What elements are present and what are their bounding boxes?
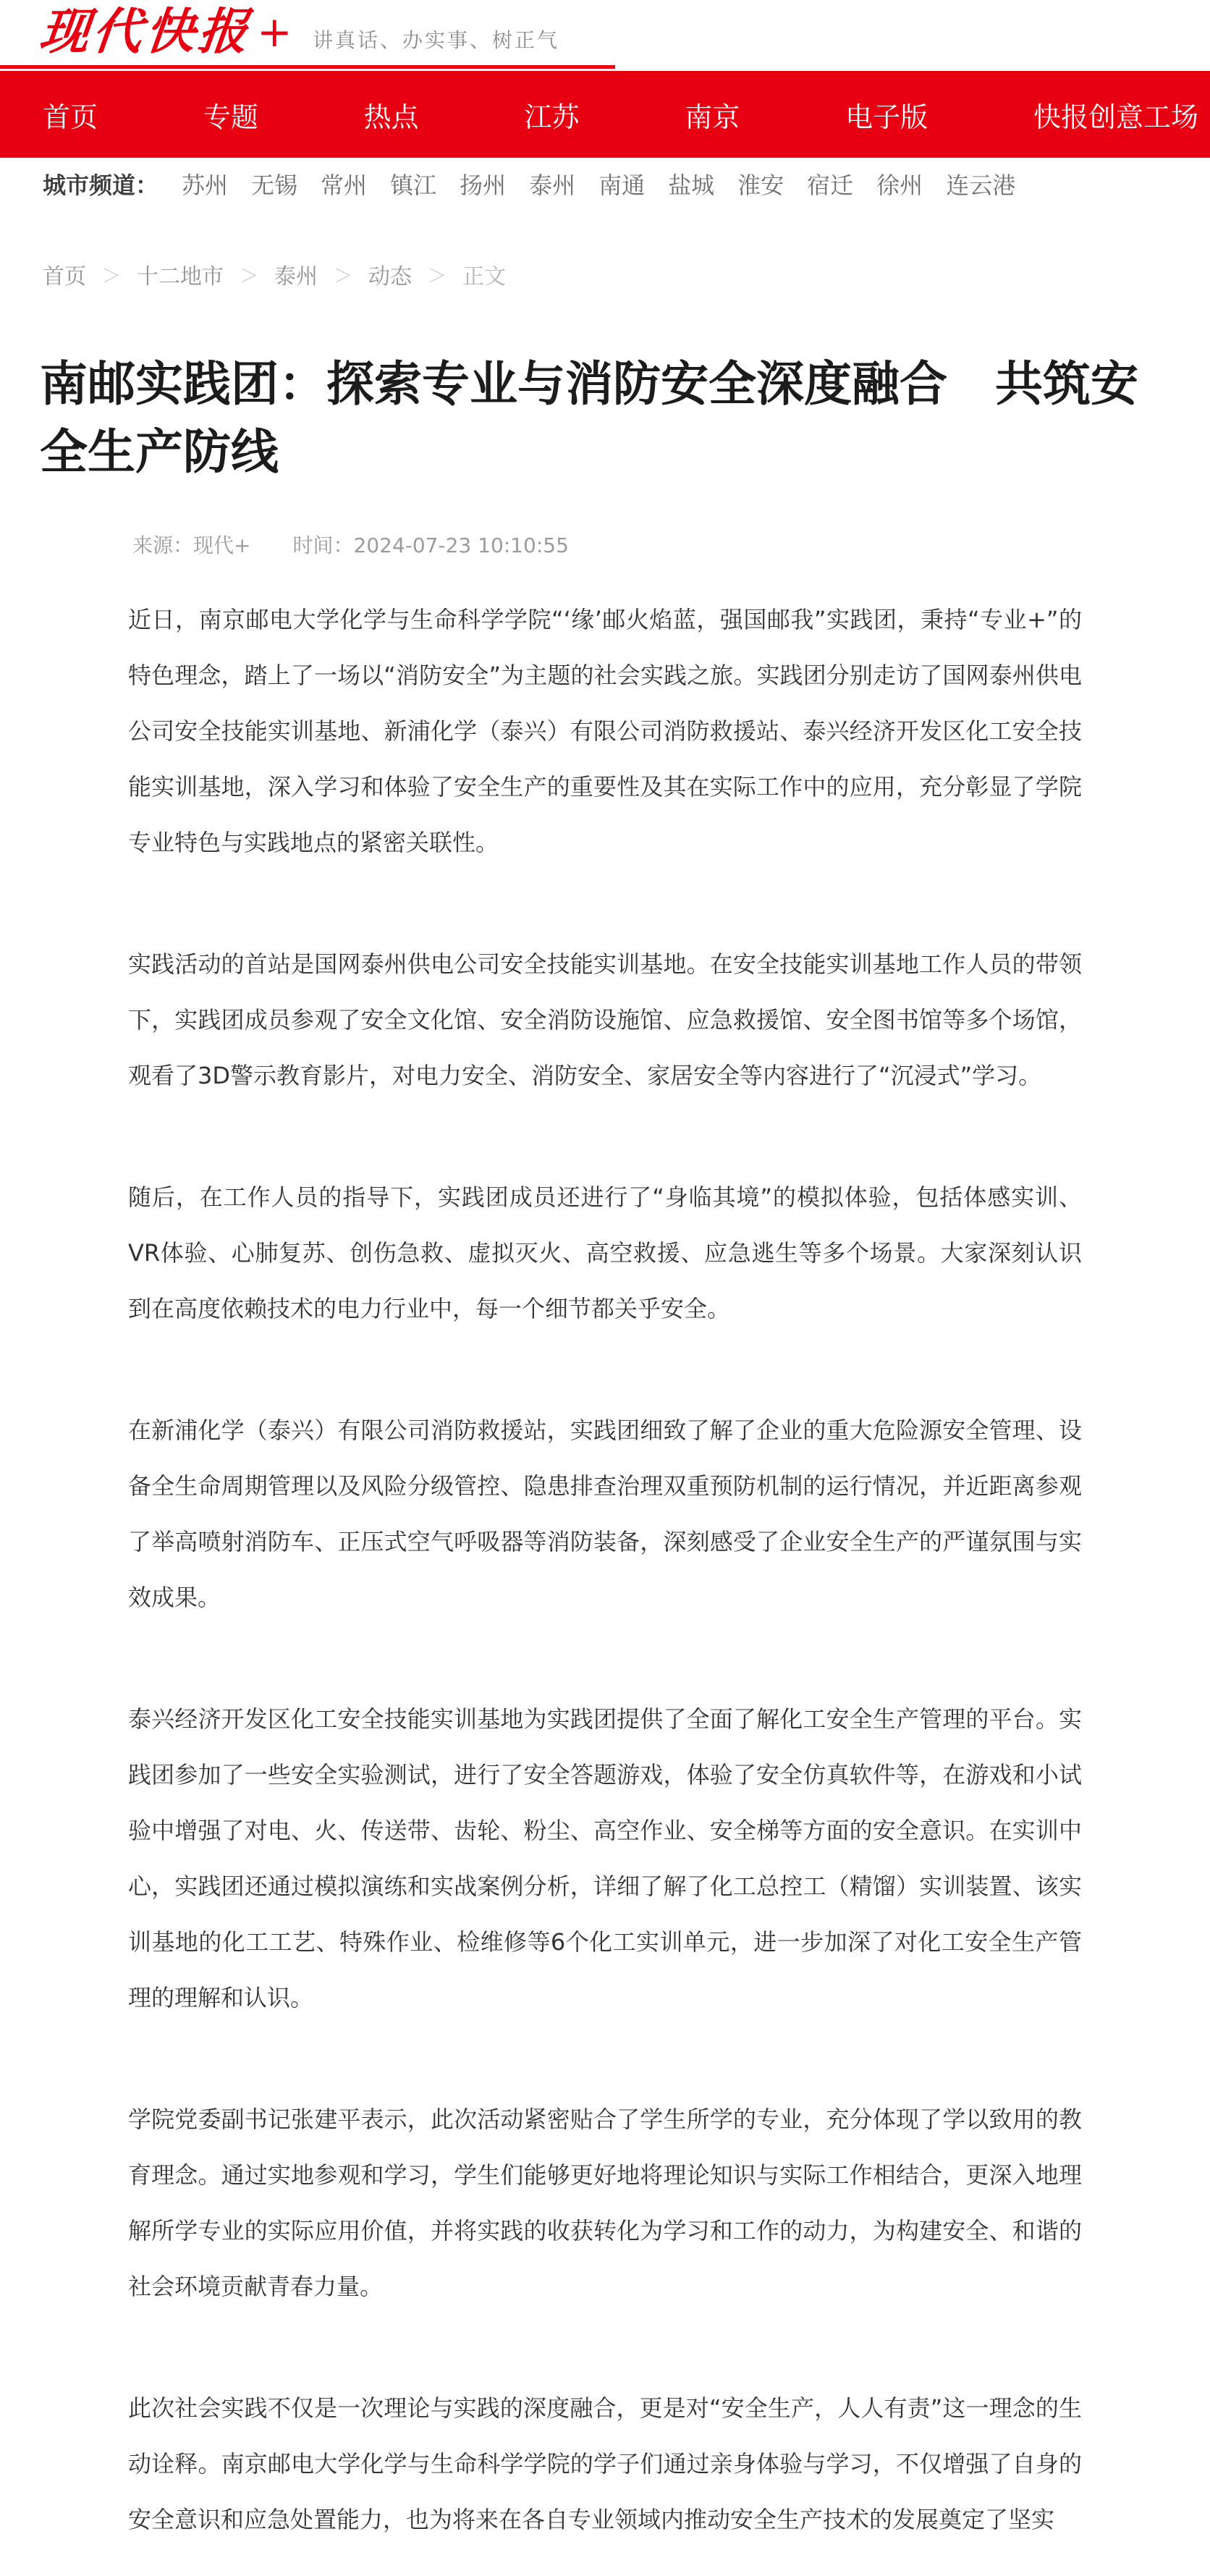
article-paragraph: 泰兴经济开发区化工安全技能实训基地为实践团提供了全面了解化工安全生产管理的平台。实践团参加了一些安全实验测试，进行了安全答题游戏，体验了安全仿真软件等，在游戏和小试验中增强了对电、火、传送带、齿轮、粉尘、高空作业、安全梯等方面的安全意识。在实训中心，实践团还通过模拟演练和实战案例分析，详细了解了化工总控工（精馏）实训装置、该实训基地的化工工艺、特殊作业、检维修等6个化工实训单元，进一步加深了对化工安全生产管理的理解和认识。 — [128, 1705, 1082, 2011]
city-link[interactable]: 盐城 — [668, 172, 715, 199]
city-link[interactable]: 常州 — [321, 172, 368, 199]
city-link[interactable]: 无锡 — [251, 172, 298, 199]
breadcrumb-item[interactable]: 首页 — [43, 264, 86, 290]
nav-item[interactable]: 江苏 — [524, 101, 580, 133]
breadcrumb-item[interactable]: 十二地市 — [137, 264, 224, 290]
city-link[interactable]: 苏州 — [182, 172, 229, 199]
city-link[interactable]: 南通 — [598, 172, 646, 199]
article-source-value: 现代+ — [193, 533, 251, 557]
nav-item[interactable]: 南京 — [685, 101, 740, 133]
breadcrumb-separator-icon: ＞ — [102, 265, 122, 287]
article-paragraph: 此次社会实践不仅是一次理论与实践的深度融合，更是对“安全生产，人人有责”这一理念的生动诠释。南京邮电大学化学与生命科学学院的学子们通过亲身体验与学习，不仅增强了自身的安全意识和应急处置能力，也为将来在各自专业领域内推动安全生产技术的发展奠定了坚实 — [128, 2394, 1082, 2533]
article-time-value: 2024-07-23 10:10:55 — [353, 533, 569, 557]
city-channel-links — [158, 167, 1015, 200]
breadcrumb-separator-icon: ＞ — [240, 265, 259, 287]
city-link[interactable]: 淮安 — [737, 172, 784, 199]
city-link[interactable]: 连云港 — [946, 172, 1016, 199]
breadcrumb — [43, 259, 1210, 290]
site-logo[interactable] — [36, 1, 292, 62]
main-nav — [0, 71, 1210, 158]
article-source — [132, 530, 250, 559]
site-logo-plus-icon: + — [257, 7, 292, 56]
article-body — [128, 592, 1082, 2548]
city-link[interactable]: 扬州 — [460, 172, 507, 199]
article-time-label: 时间： — [292, 533, 354, 557]
nav-item[interactable]: 首页 — [43, 101, 98, 133]
city-link[interactable]: 泰州 — [529, 172, 576, 199]
site-header — [0, 0, 1210, 65]
article-title: 南邮实践团：探索专业与消防安全深度融合 共筑安全生产防线 — [40, 356, 1138, 480]
article-time — [292, 530, 568, 559]
nav-item[interactable]: 专题 — [203, 101, 258, 133]
nav-item[interactable]: 电子版 — [845, 101, 928, 133]
nav-item[interactable]: 快报创意工场 — [1033, 101, 1198, 133]
nav-item[interactable]: 热点 — [363, 101, 419, 133]
breadcrumb-item[interactable]: 动态 — [368, 264, 412, 290]
breadcrumb-item: 正文 — [462, 264, 507, 290]
city-link[interactable]: 镇江 — [390, 172, 437, 199]
breadcrumb-separator-icon: ＞ — [334, 265, 353, 287]
city-channel-bar — [0, 158, 1210, 198]
city-link[interactable]: 徐州 — [876, 172, 923, 199]
article-paragraph: 实践活动的首站是国网泰州供电公司安全技能实训基地。在安全技能实训基地工作人员的带领下，实践团成员参观了安全文化馆、安全消防设施馆、应急救援馆、安全图书馆等多个场馆，观看了3D警示教育影片，对电力安全、消防安全、家居安全等内容进行了“沉浸式”学习。 — [128, 950, 1082, 1089]
breadcrumb-separator-icon: ＞ — [428, 265, 447, 287]
article-paragraph: 近日，南京邮电大学化学与生命科学学院“‘缘’邮火焰蓝，强国邮我”实践团，秉持“专业+”的特色理念，踏上了一场以“消防安全”为主题的社会实践之旅。实践团分别走访了国网泰州供电公司安全技能实训基地、新浦化学（泰兴）有限公司消防救援站、泰兴经济开发区化工安全技能实训基地，深入学习和体验了安全生产的重要性及其在实际工作中的应用，充分彰显了学院专业特色与实践地点的紧密关联性。 — [128, 606, 1082, 856]
site-logo-text: 现代快报 — [36, 3, 255, 61]
article-paragraph: 随后，在工作人员的指导下，实践团成员还进行了“身临其境”的模拟体验，包括体感实训、VR体验、心肺复苏、创伤急救、虚拟灭火、高空救援、应急逃生等多个场景。大家深刻认识到在高度依赖技术的电力行业中，每一个细节都关乎安全。 — [128, 1183, 1082, 1322]
city-link[interactable]: 宿迁 — [807, 172, 854, 199]
article-paragraph: 在新浦化学（泰兴）有限公司消防救援站，实践团细致了解了企业的重大危险源安全管理、设备全生命周期管理以及风险分级管控、隐患排查治理双重预防机制的运行情况，并近距离参观了举高喷射消防车、正压式空气呼吸器等消防装备，深刻感受了企业安全生产的严谨氛围与实效成果。 — [128, 1416, 1082, 1611]
breadcrumb-item[interactable]: 泰州 — [274, 264, 318, 290]
city-channel-label: 城市频道： — [43, 172, 159, 199]
article-paragraph: 学院党委副书记张建平表示，此次活动紧密贴合了学生所学的专业，充分体现了学以致用的教育理念。通过实地参观和学习，学生们能够更好地将理论知识与实际工作相结合，更深入地理解所学专业的实际应用价值，并将实践的收获转化为学习和工作的动力，为构建安全、和谐的社会环境贡献青春力量。 — [128, 2106, 1082, 2300]
article-source-label: 来源： — [132, 533, 194, 557]
site-tagline: 讲真话、办实事、树正气 — [313, 28, 560, 52]
main-nav-items — [0, 71, 1210, 158]
article-meta — [132, 531, 1210, 557]
